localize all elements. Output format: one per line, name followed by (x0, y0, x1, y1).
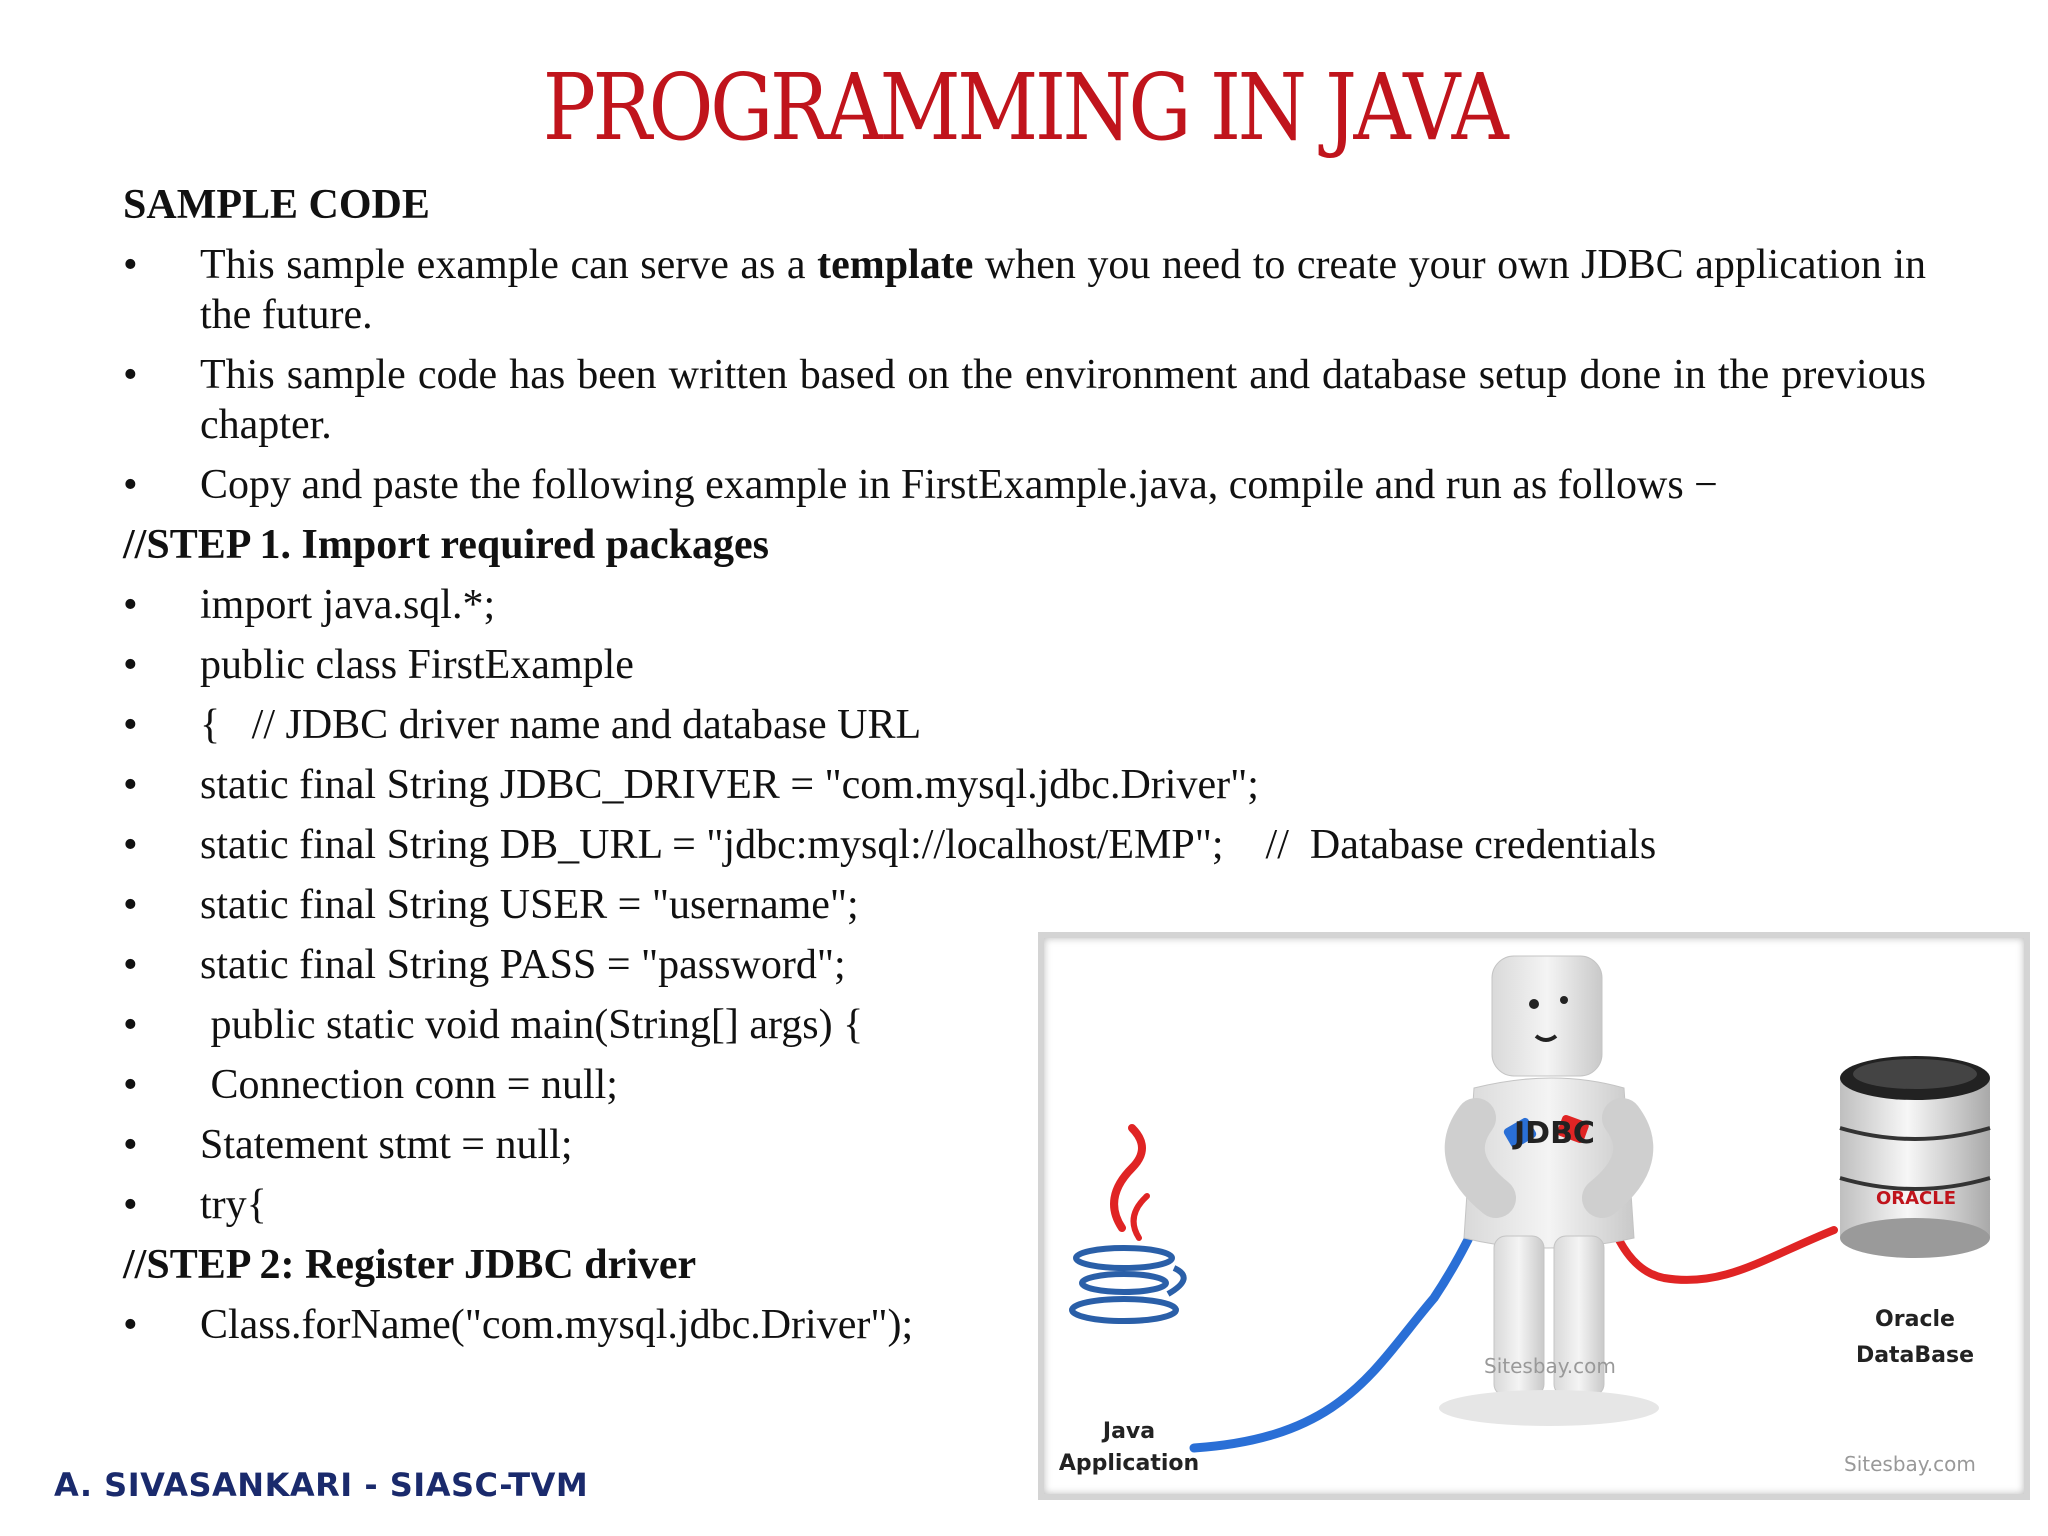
bullet-dot: • (123, 1002, 138, 1048)
bullet-dot: • (123, 642, 138, 688)
bullet-dot: • (123, 582, 138, 628)
code-line (123, 880, 1926, 930)
bullet-dot: • (123, 462, 138, 508)
java-label-line1: Java (1102, 1419, 1156, 1444)
bullet-dot: • (123, 1182, 138, 1228)
intro-bullet (123, 460, 1926, 520)
code-text: try{ (200, 1182, 267, 1228)
step1-heading: //STEP 1. Import required packages (123, 522, 770, 568)
code-line (123, 820, 1926, 870)
code-text: Statement stmt = null; (200, 1122, 573, 1168)
code-line (123, 700, 1926, 750)
bullet-text: This sample example can serve as a template when you need to create your own JDBC application in the future. (200, 242, 1926, 338)
author-footer: A. SIVASANKARI - SIASC-TVM (54, 1466, 589, 1504)
code-text: static final String USER = "username"; (200, 882, 859, 928)
step2-heading: //STEP 2: Register JDBC driver (123, 1242, 697, 1288)
sample-code-heading: SAMPLE CODE (123, 182, 430, 228)
code-text: public class FirstExample (200, 642, 634, 688)
slide-title: PROGRAMMING IN JAVA (542, 54, 1506, 161)
java-label (1054, 1416, 1204, 1480)
code-text: { // JDBC driver name and database URL (200, 702, 922, 748)
code-line (123, 580, 1926, 630)
code-text: static final String JDBC_DRIVER = "com.mysql.jdbc.Driver"; (200, 762, 1259, 808)
code-text: public static void main(String[] args) { (200, 1002, 864, 1048)
database-label (1850, 1302, 1980, 1374)
jdbc-illustration-drawing (1044, 938, 2012, 1482)
jdbc-label: JDBC (1514, 1116, 1595, 1151)
corner-watermark: Sitesbay.com (1844, 1452, 1976, 1476)
bullet-dot: • (123, 1062, 138, 1108)
bullet-dot: • (123, 942, 138, 988)
bullet-dot: • (123, 762, 138, 808)
database-icon (1840, 1056, 1990, 1258)
db-label-line1: Oracle (1875, 1307, 1955, 1332)
bullet-text: Copy and paste the following example in FirstExample.java, compile and run as follows − (200, 462, 1718, 508)
bullet-dot: • (123, 242, 138, 288)
intro-bullet (123, 350, 1926, 450)
bullet-dot: • (123, 352, 138, 398)
bullet-dot: • (123, 1302, 138, 1348)
center-watermark: Sitesbay.com (1484, 1354, 1616, 1378)
code-text: Connection conn = null; (200, 1062, 618, 1108)
code-line (123, 640, 1926, 690)
code-text: Class.forName("com.mysql.jdbc.Driver"); (200, 1302, 914, 1348)
bullet-dot: • (123, 702, 138, 748)
jdbc-illustration (1038, 932, 2030, 1500)
java-label-line2: Application (1058, 1451, 1200, 1476)
java-logo-icon (1072, 1128, 1184, 1321)
intro-bullet (123, 240, 1926, 340)
bullet-text: This sample code has been written based on the environment and database setup done in the previous chapter. (200, 352, 1926, 448)
code-text: static final String DB_URL = "jdbc:mysql://localhost/EMP"; // Database credentials (200, 822, 1657, 868)
bullet-dot: • (123, 1122, 138, 1168)
bullet-dot: • (123, 822, 138, 868)
bullet-dot: • (123, 882, 138, 928)
code-text: static final String PASS = "password"; (200, 942, 846, 988)
code-line (123, 760, 1926, 810)
db-label-line2: DataBase (1855, 1343, 1975, 1368)
oracle-logo: ORACLE (1875, 1188, 1957, 1209)
template-emphasis: template (817, 242, 974, 288)
code-text: import java.sql.*; (200, 582, 496, 628)
